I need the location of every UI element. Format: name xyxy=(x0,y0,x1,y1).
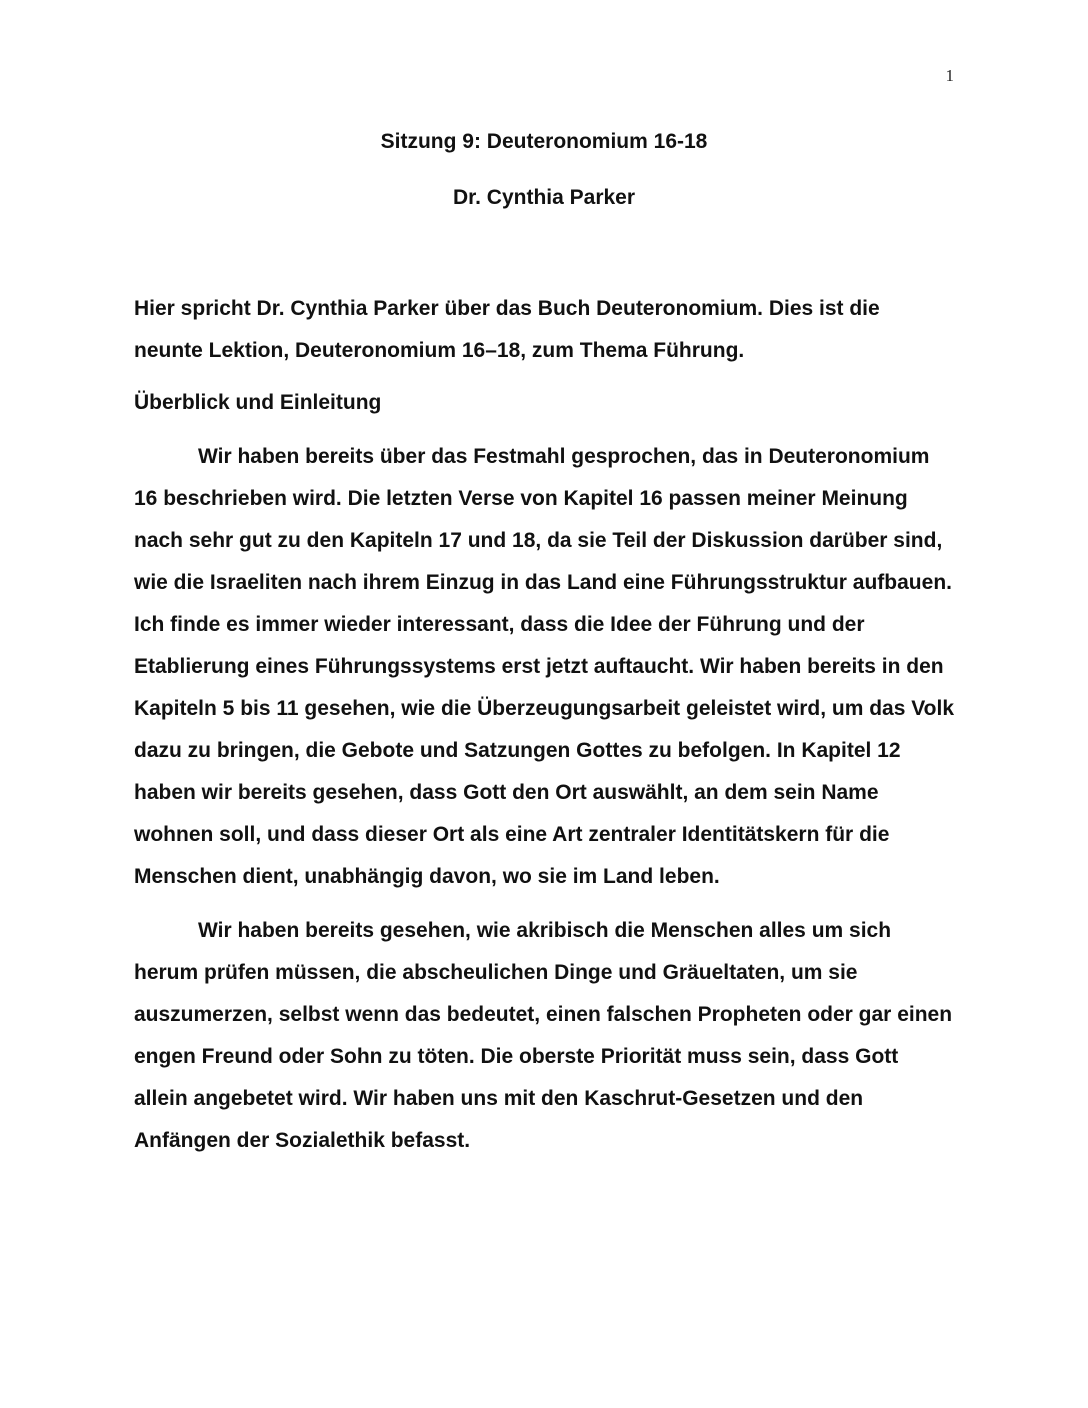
page-number: 1 xyxy=(945,66,954,85)
document-title: Sitzung 9: Deuteronomium 16-18 xyxy=(380,130,708,153)
document-author: Dr. Cynthia Parker xyxy=(452,186,636,209)
body-paragraph: Wir haben bereits über das Festmahl gesprochen, das in Deuteronomium 16 beschrieben wird. Die letzten Verse von Kapitel 16 passen meiner Meinung nach sehr gut zu den Kapiteln 17 und 18, da sie Teil der Diskussion darüber sind, wie die Israeliten nach ihrem Einzug in das Land eine Führungsstruktur aufbauen. Ich finde es immer wieder interessant, dass die Idee der Führung und der Etablierung eines Führungssystems erst jetzt auftaucht. Wir haben bereits in den Kapiteln 5 bis 11 gesehen, wie die Überzeugungsarbeit geleistet wird, um das Volk dazu zu bringen, die Gebote und Satzungen Gottes zu befolgen. In Kapitel 12 haben wir bereits gesehen, dass Gott den Ort auswählt, an dem sein Name wohnen soll, und dass dieser Ort als eine Art zentraler Identitätskern für die Menschen dient, unabhängig davon, wo sie im Land leben. xyxy=(134,445,955,888)
body-paragraph: Wir haben bereits gesehen, wie akribisch die Menschen alles um sich herum prüfen müssen, die abscheulichen Dinge und Gräueltaten, um sie auszumerzen, selbst wenn das bedeutet, einen falschen Propheten oder gar einen engen Freund oder Sohn zu töten. Die oberste Priorität muss sein, dass Gott allein angebetet wird. Wir haben uns mit den Kaschrut-Gesetzen und den Anfängen der Sozialethik befasst. xyxy=(134,919,953,1152)
intro-paragraph: Hier spricht Dr. Cynthia Parker über das Buch Deuteronomium. Dies ist die neunte Lektion, Deuteronomium 16–18, zum Thema Führung. xyxy=(134,297,880,362)
section-heading: Überblick und Einleitung xyxy=(134,391,382,414)
title-block xyxy=(0,126,1088,214)
document-body xyxy=(134,288,954,1162)
